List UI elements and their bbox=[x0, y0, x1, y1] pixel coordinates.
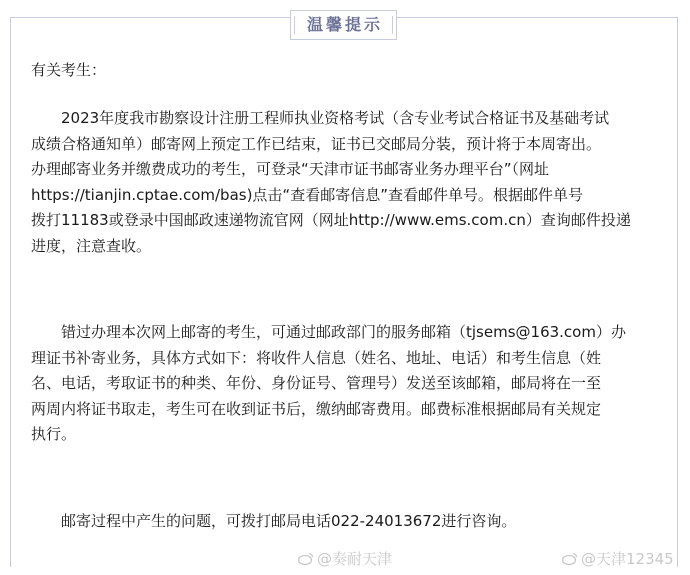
paragraph-3 bbox=[31, 509, 659, 535]
paragraph-1 bbox=[31, 106, 659, 259]
paragraph-2-line: 错过办理本次网上邮寄的考生，可通过邮政部门的服务邮箱（tjsems@163.com）办 bbox=[61, 323, 626, 341]
watermark-right-text: @天津12345 bbox=[581, 550, 674, 568]
paragraph-1-line: 2023年度我市勘察设计注册工程师执业资格考试（含专业考试合格证书及基础考试 bbox=[61, 109, 610, 127]
notice-frame bbox=[10, 17, 678, 567]
paragraph-1-line: 进度，注意查收。 bbox=[31, 236, 152, 255]
weibo-icon bbox=[562, 552, 578, 565]
watermark-left bbox=[298, 548, 392, 569]
notice-title: 温馨提示 bbox=[306, 15, 383, 34]
paragraph-1-line: 办理邮寄业务并缴费成功的考生，可登录“天津市证书邮寄业务办理平台”（网址 bbox=[31, 160, 550, 178]
title-box bbox=[290, 10, 397, 40]
watermark-right bbox=[562, 548, 674, 569]
paragraph-1-line: 成绩合格通知单）邮寄网上预定工作已结束，证书已交邮局分装，预计将于本周寄出。 bbox=[31, 134, 602, 153]
paragraph-1-line: 拨打11183或登录中国邮政速递物流官网（网址http://www.ems.com.cn）查询邮件投递 bbox=[31, 211, 631, 229]
paragraph-2-line: 理证书补寄业务，具体方式如下：将收件人信息（姓名、地址、电话）和考生信息（姓 bbox=[31, 348, 602, 367]
greeting bbox=[31, 58, 659, 84]
paragraph-2-line: 名、电话，考取证书的种类、年份、身份证号、管理号）发送至该邮箱，邮局将在一至 bbox=[31, 374, 602, 392]
paragraph-2-line: 两周内将证书取走，考生可在收到证书后，缴纳邮寄费用。邮费标准根据邮局有关规定 bbox=[31, 399, 602, 418]
paragraph-2-line: 执行。 bbox=[31, 425, 77, 443]
weibo-icon bbox=[298, 552, 314, 565]
paragraph-2 bbox=[31, 320, 659, 448]
paragraph-1-line: https://tianjin.cptae.com/bas)点击“查看邮寄信息”查看邮件单号。根据邮件单号 bbox=[31, 185, 583, 204]
paragraph-3-line: 邮寄过程中产生的问题，可拨打邮局电话022-24013672进行咨询。 bbox=[61, 512, 517, 530]
greeting-text: 有关考生： bbox=[31, 61, 107, 79]
watermark-left-text: @奏耐天津 bbox=[317, 550, 393, 568]
